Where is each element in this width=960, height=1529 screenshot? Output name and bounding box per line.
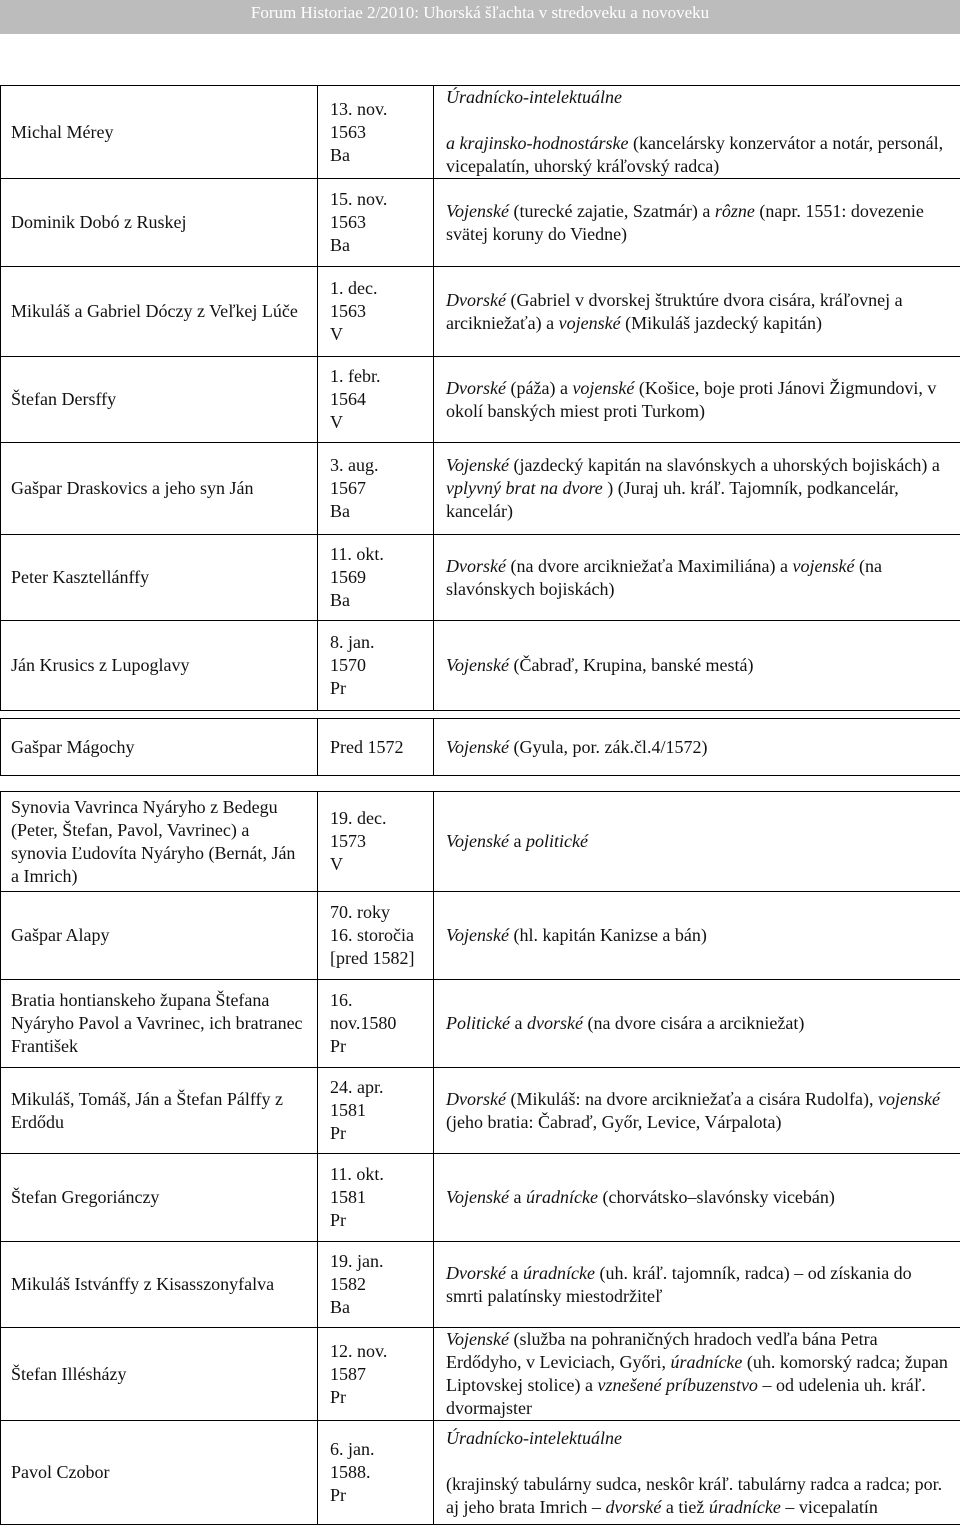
date-line: V bbox=[330, 324, 343, 344]
nobility-table-2 bbox=[0, 718, 960, 776]
date-line: 1564 bbox=[330, 389, 366, 409]
description-cell bbox=[434, 86, 960, 179]
description-segment: (hl. kapitán Kanizse a bán) bbox=[508, 925, 707, 945]
date-line: Ba bbox=[330, 590, 350, 610]
description-segment: Vojenské bbox=[446, 831, 509, 851]
table-row bbox=[1, 892, 960, 980]
family-name-cell: Gašpar Mágochy bbox=[1, 719, 318, 776]
date-line: 1563 bbox=[330, 301, 366, 321]
date-line: 1. dec. bbox=[330, 278, 378, 298]
date-line: 1563 bbox=[330, 121, 366, 142]
table-row bbox=[1, 719, 960, 776]
description-segment: a bbox=[508, 1187, 526, 1207]
family-name-cell: Ján Krusics z Lupoglavy bbox=[1, 621, 318, 711]
date-line: 12. nov. bbox=[330, 1340, 388, 1361]
date-line: 24. apr. bbox=[330, 1077, 384, 1097]
table-row bbox=[1, 1154, 960, 1242]
family-name-cell: Štefan Dersffy bbox=[1, 357, 318, 443]
table-row bbox=[1, 1068, 960, 1154]
date-line: Pr bbox=[330, 1485, 347, 1505]
description-cell bbox=[434, 621, 960, 711]
date-cell bbox=[318, 443, 434, 535]
date-line: 1582 bbox=[330, 1274, 366, 1294]
description-segment: Politické bbox=[446, 1013, 510, 1033]
description-segment: Vojenské bbox=[446, 200, 509, 221]
date-line: Pr bbox=[330, 1123, 347, 1143]
description-segment: (páža) a bbox=[505, 377, 573, 398]
date-cell bbox=[318, 1421, 434, 1525]
family-name-cell: Mikuláš Istvánffy z Kisasszonyfalva bbox=[1, 1242, 318, 1328]
description-segment: – vicepalatín bbox=[780, 1496, 878, 1517]
description-segment: úradnícke bbox=[522, 1262, 595, 1283]
family-name-cell: Synovia Vavrinca Nyáryho z Bedegu (Peter, Štefan, Pavol, Vavrinec) a synovia Ľudovíta Nyáryho (Bernát, Ján a Imrich) bbox=[1, 792, 318, 892]
date-cell bbox=[318, 179, 434, 267]
date-line: 11. okt. bbox=[330, 544, 384, 564]
description-segment: vplyvný brat na dvore bbox=[446, 478, 603, 498]
description-cell bbox=[434, 892, 960, 980]
family-name-cell: Michal Mérey bbox=[1, 86, 318, 179]
description-segment: rôzne bbox=[714, 200, 755, 221]
description-segment: Úradnícko-intelektuálne bbox=[446, 87, 622, 107]
description-segment: (napr. 1551: dovezenie svätej koruny do Viedne) bbox=[446, 200, 924, 244]
description-segment: Vojenské bbox=[446, 925, 509, 945]
date-cell bbox=[318, 1242, 434, 1328]
description-segment: a bbox=[509, 1013, 527, 1033]
date-cell bbox=[318, 1154, 434, 1242]
date-line: 1587 bbox=[330, 1363, 366, 1384]
description-segment: a bbox=[505, 1262, 523, 1283]
date-line: Ba bbox=[330, 501, 350, 521]
date-line: Ba bbox=[330, 235, 350, 255]
description-segment: Dvorské bbox=[446, 1262, 506, 1283]
date-cell bbox=[318, 1068, 434, 1154]
description-segment: (na slavónskych bojiskách) bbox=[446, 555, 882, 599]
description-segment: (služba na pohraničných hradoch vedľa bána Petra Erdődyho, v Leviciach, Győri, bbox=[446, 1329, 878, 1372]
date-cell bbox=[318, 86, 434, 179]
date-line: 1570 bbox=[330, 655, 366, 675]
date-line: Pr bbox=[330, 1036, 347, 1056]
date-line: V bbox=[330, 854, 343, 874]
description-cell bbox=[434, 719, 960, 776]
description-segment: a tiež bbox=[661, 1496, 709, 1517]
description-segment: (na dvore cisára a arcikniežat) bbox=[582, 1013, 805, 1033]
date-line: V bbox=[330, 412, 343, 432]
date-line: 1569 bbox=[330, 567, 366, 587]
description-segment: Vojenské bbox=[446, 655, 509, 675]
description-segment: a krajinsko-hodnostárske bbox=[446, 133, 629, 153]
description-segment: (Čabraď, Krupina, banské mestá) bbox=[508, 655, 754, 675]
date-cell bbox=[318, 980, 434, 1068]
family-name-cell: Peter Kasztellánffy bbox=[1, 535, 318, 621]
date-cell bbox=[318, 1328, 434, 1421]
date-cell bbox=[318, 357, 434, 443]
family-name-cell: Pavol Czobor bbox=[1, 1421, 318, 1525]
description-cell bbox=[434, 1068, 960, 1154]
family-name-cell: Gašpar Alapy bbox=[1, 892, 318, 980]
date-line: 1567 bbox=[330, 478, 366, 498]
description-cell bbox=[434, 443, 960, 535]
date-line: 16. storočia bbox=[330, 925, 414, 945]
description-segment: Dvorské bbox=[446, 377, 506, 398]
description-segment: vojenské bbox=[558, 312, 621, 333]
description-segment: úradnícke bbox=[670, 1352, 743, 1372]
table-row bbox=[1, 621, 960, 711]
description-segment: úradnícke bbox=[708, 1496, 781, 1517]
description-cell bbox=[434, 1421, 960, 1525]
family-name-cell: Mikuláš a Gabriel Dóczy z Veľkej Lúče bbox=[1, 267, 318, 357]
description-segment: (Mikuláš jazdecký kapitán) bbox=[620, 312, 823, 333]
date-line: 16. bbox=[330, 990, 353, 1010]
date-line: nov.1580 bbox=[330, 1013, 397, 1033]
description-segment: Vojenské bbox=[446, 455, 509, 475]
description-segment: Dvorské bbox=[446, 1088, 506, 1109]
description-segment: vojenské bbox=[878, 1088, 940, 1109]
nobility-table-3 bbox=[0, 791, 960, 1525]
date-line: Ba bbox=[330, 1297, 350, 1317]
description-segment: (turecké zajatie, Szatmár) a bbox=[508, 200, 715, 221]
date-line: 8. jan. bbox=[330, 632, 375, 652]
description-segment: (uh. kráľ. tajomník, radca) – od získania do smrti palatínsky miestodržiteľ bbox=[446, 1262, 912, 1306]
description-segment: ) (Juraj uh. kráľ. Tajomník, podkancelár, kancelár) bbox=[446, 478, 899, 521]
family-name-cell: Štefan Illésházy bbox=[1, 1328, 318, 1421]
description-cell bbox=[434, 980, 960, 1068]
description-segment: Vojenské bbox=[446, 1329, 509, 1349]
description-segment: (Gabriel v dvorskej štruktúre dvora cisára, kráľovnej a arcikniežaťa) a bbox=[446, 289, 903, 333]
table-row bbox=[1, 1242, 960, 1328]
table-row bbox=[1, 1421, 960, 1525]
description-segment: Dvorské bbox=[446, 555, 506, 576]
table-row bbox=[1, 1328, 960, 1421]
date-line: 1. febr. bbox=[330, 366, 381, 386]
date-line: 19. jan. bbox=[330, 1251, 384, 1271]
date-line: [pred 1582] bbox=[330, 948, 415, 968]
family-name-cell: Mikuláš, Tomáš, Ján a Štefan Pálffy z Erdődu bbox=[1, 1068, 318, 1154]
table-row bbox=[1, 86, 960, 179]
description-segment: vojenské bbox=[792, 555, 855, 576]
date-line: 1581 bbox=[330, 1187, 366, 1207]
description-segment: úradnícke bbox=[525, 1187, 598, 1207]
description-segment: (na dvore arcikniežaťa Maximiliána) a bbox=[505, 555, 793, 576]
table-row bbox=[1, 792, 960, 892]
date-line: 1573 bbox=[330, 831, 366, 851]
description-segment: Úradnícko-intelektuálne bbox=[446, 1427, 622, 1448]
date-cell: Pred 1572 bbox=[318, 719, 434, 776]
description-segment: (uh. komorský radca; župan Liptovskej stolice) a bbox=[446, 1352, 948, 1395]
description-segment: (Košice, boje proti Jánovi Žigmundovi, v okolí banských miest proti Turkom) bbox=[446, 377, 937, 421]
description-cell bbox=[434, 179, 960, 267]
description-segment: dvorské bbox=[526, 1013, 583, 1033]
description-segment: Dvorské bbox=[446, 289, 506, 310]
date-line: 6. jan. bbox=[330, 1439, 375, 1459]
date-cell bbox=[318, 621, 434, 711]
description-segment: (Gyula, por. zák.čl.4/1572) bbox=[508, 736, 708, 757]
description-segment: (krajinský tabulárny sudca, neskôr kráľ. tabulárny radca a radca; por. aj jeho brata Imrich – bbox=[446, 1473, 943, 1517]
description-segment: vojenské bbox=[572, 377, 635, 398]
date-line: Pr bbox=[330, 1386, 347, 1407]
description-cell bbox=[434, 1242, 960, 1328]
family-name-cell: Gašpar Draskovics a jeho syn Ján bbox=[1, 443, 318, 535]
description-segment: politické bbox=[525, 831, 588, 851]
description-cell bbox=[434, 535, 960, 621]
table-row bbox=[1, 443, 960, 535]
family-name-cell: Dominik Dobó z Ruskej bbox=[1, 179, 318, 267]
description-segment: dvorské bbox=[605, 1496, 662, 1517]
description-segment: Vojenské bbox=[446, 736, 509, 757]
description-cell bbox=[434, 1154, 960, 1242]
description-segment: (jazdecký kapitán na slavónskych a uhorských bojiskách) a bbox=[508, 455, 940, 475]
family-name-cell: Štefan Gregoriánczy bbox=[1, 1154, 318, 1242]
date-line: 11. okt. bbox=[330, 1164, 384, 1184]
description-segment: a bbox=[508, 831, 526, 851]
description-cell bbox=[434, 357, 960, 443]
description-segment: (Mikuláš: na dvore arcikniežaťa a cisára Rudolfa), bbox=[505, 1088, 879, 1109]
date-cell bbox=[318, 792, 434, 892]
description-cell bbox=[434, 267, 960, 357]
running-header: Forum Historiae 2/2010: Uhorská šľachta v stredoveku a novoveku bbox=[0, 0, 960, 34]
description-segment: (kancelársky konzervátor a notár, personál, vicepalatín, uhorský kráľovský radca) bbox=[446, 133, 944, 176]
date-line: 15. nov. bbox=[330, 189, 388, 209]
table-row bbox=[1, 535, 960, 621]
description-cell bbox=[434, 1328, 960, 1421]
date-line: 70. roky bbox=[330, 902, 390, 922]
date-line: 1563 bbox=[330, 212, 366, 232]
date-cell bbox=[318, 892, 434, 980]
table-row bbox=[1, 179, 960, 267]
date-line: 1588. bbox=[330, 1462, 371, 1482]
family-name-cell: Bratia hontianskeho župana Štefana Nyáryho Pavol a Vavrinec, ich bratranec František bbox=[1, 980, 318, 1068]
date-line: Ba bbox=[330, 144, 350, 165]
table-row bbox=[1, 267, 960, 357]
description-segment: (chorvátsko–slavónsky vicebán) bbox=[597, 1187, 835, 1207]
date-cell bbox=[318, 535, 434, 621]
description-segment: vznešené príbuzenstvo bbox=[597, 1375, 758, 1395]
date-line: 1581 bbox=[330, 1100, 366, 1120]
description-segment: – od udelenia uh. kráľ. dvormajster bbox=[446, 1375, 926, 1418]
description-segment: (jeho bratia: Čabraď, Győr, Levice, Várpalota) bbox=[446, 1111, 782, 1132]
table-row bbox=[1, 357, 960, 443]
date-line: Pr bbox=[330, 678, 347, 698]
nobility-table-1 bbox=[0, 85, 960, 711]
date-line: 13. nov. bbox=[330, 98, 388, 119]
table-row bbox=[1, 980, 960, 1068]
date-line: Pr bbox=[330, 1210, 347, 1230]
date-cell bbox=[318, 267, 434, 357]
date-line: 19. dec. bbox=[330, 808, 387, 828]
date-line: 3. aug. bbox=[330, 455, 379, 475]
description-segment: Vojenské bbox=[446, 1187, 509, 1207]
description-cell bbox=[434, 792, 960, 892]
